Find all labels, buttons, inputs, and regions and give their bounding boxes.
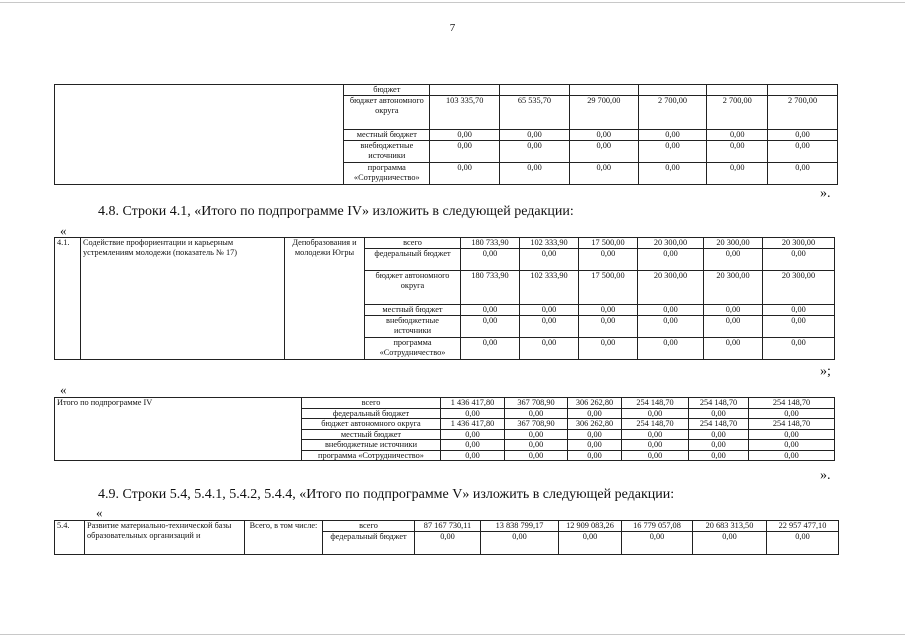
value-cell: 0,00 — [520, 305, 579, 316]
value-cell: 0,00 — [579, 316, 638, 338]
total-label: Итого по подпрограмме IV — [55, 398, 302, 461]
value-cell: 254 148,70 — [749, 419, 835, 430]
value-cell: 0,00 — [505, 440, 568, 451]
value-cell: 0,00 — [568, 408, 622, 419]
value-cell: 29 700,00 — [569, 96, 638, 130]
closing-mark: ». — [820, 186, 831, 201]
value-cell: 0,00 — [520, 316, 579, 338]
source-cell: программа «Сотрудничество» — [365, 338, 461, 360]
value-cell: 0,00 — [638, 305, 704, 316]
row-number: 5.4. — [55, 521, 85, 555]
value-cell: 0,00 — [763, 338, 835, 360]
value-cell — [768, 85, 838, 96]
value-cell: 20 300,00 — [704, 271, 763, 305]
value-cell: 0,00 — [441, 450, 505, 461]
value-cell — [500, 85, 570, 96]
value-cell: 0,00 — [559, 531, 622, 554]
value-cell: 0,00 — [768, 163, 838, 185]
value-cell: 0,00 — [707, 130, 768, 141]
value-cell: 0,00 — [568, 429, 622, 440]
value-cell: 0,00 — [569, 141, 638, 163]
value-cell: 0,00 — [569, 130, 638, 141]
executor-cell: Всего, в том числе: — [245, 521, 323, 555]
value-cell: 306 262,80 — [568, 419, 622, 430]
value-cell: 0,00 — [707, 141, 768, 163]
value-cell: 65 535,70 — [500, 96, 570, 130]
value-cell: 0,00 — [689, 450, 749, 461]
value-cell: 20 300,00 — [704, 238, 763, 249]
value-cell: 0,00 — [763, 316, 835, 338]
source-cell: бюджет автономного округа — [344, 96, 430, 130]
source-cell: федеральный бюджет — [302, 408, 441, 419]
value-cell: 367 708,90 — [505, 398, 568, 409]
value-cell: 2 700,00 — [768, 96, 838, 130]
value-cell: 306 262,80 — [568, 398, 622, 409]
opening-quote: « — [60, 223, 67, 238]
value-cell: 102 333,90 — [520, 271, 579, 305]
value-cell: 1 436 417,80 — [441, 419, 505, 430]
value-cell: 254 148,70 — [622, 398, 689, 409]
table-row-5-4 — [54, 520, 839, 555]
value-cell: 2 700,00 — [707, 96, 768, 130]
source-cell: внебюджетные источники — [302, 440, 441, 451]
value-cell: 0,00 — [763, 249, 835, 271]
value-cell: 87 167 730,11 — [415, 521, 481, 532]
value-cell: 20 300,00 — [763, 238, 835, 249]
source-cell: программа «Сотрудничество» — [302, 450, 441, 461]
value-cell: 0,00 — [441, 429, 505, 440]
value-cell: 13 838 799,17 — [481, 521, 559, 532]
value-cell: 0,00 — [704, 305, 763, 316]
source-cell: бюджет автономного округа — [302, 419, 441, 430]
value-cell: 254 148,70 — [749, 398, 835, 409]
value-cell: 17 500,00 — [579, 238, 638, 249]
value-cell: 0,00 — [461, 305, 520, 316]
source-cell: всего — [365, 238, 461, 249]
value-cell: 0,00 — [749, 440, 835, 451]
table-total-subprogram-4 — [54, 397, 835, 461]
value-cell: 0,00 — [579, 338, 638, 360]
source-cell: всего — [302, 398, 441, 409]
value-cell: 0,00 — [481, 531, 559, 554]
value-cell: 0,00 — [638, 316, 704, 338]
value-cell: 0,00 — [622, 429, 689, 440]
value-cell: 20 300,00 — [763, 271, 835, 305]
value-cell: 2 700,00 — [638, 96, 707, 130]
value-cell: 0,00 — [693, 531, 767, 554]
value-cell: 0,00 — [461, 249, 520, 271]
measure-name: Развитие материально-технической базы образовательных организаций и — [85, 521, 245, 555]
closing-mark: ». — [820, 468, 831, 483]
table-row-4-1 — [54, 237, 835, 360]
row-number: 4.1. — [55, 238, 81, 360]
value-cell: 0,00 — [579, 249, 638, 271]
value-cell: 103 335,70 — [430, 96, 500, 130]
value-cell: 0,00 — [638, 163, 707, 185]
table-budget-continuation — [54, 84, 838, 185]
value-cell: 0,00 — [505, 450, 568, 461]
merged-blank-cell — [55, 85, 344, 185]
value-cell: 0,00 — [461, 316, 520, 338]
value-cell: 0,00 — [505, 429, 568, 440]
value-cell: 0,00 — [704, 249, 763, 271]
value-cell: 0,00 — [568, 440, 622, 451]
page-number: 7 — [449, 22, 456, 34]
value-cell: 0,00 — [749, 408, 835, 419]
section-heading-4-9: 4.9. Строки 5.4, 5.4.1, 5.4.2, 5.4.4, «Итого по подпрограмме V» изложить в следующей редакции: — [98, 487, 675, 502]
source-cell: программа «Сотрудничество» — [344, 163, 430, 185]
value-cell: 0,00 — [568, 450, 622, 461]
value-cell: 0,00 — [749, 429, 835, 440]
value-cell: 0,00 — [768, 130, 838, 141]
value-cell: 0,00 — [569, 163, 638, 185]
section-heading-4-8: 4.8. Строки 4.1, «Итого по подпрограмме IV» изложить в следующей редакции: — [98, 204, 574, 219]
value-cell: 0,00 — [415, 531, 481, 554]
value-cell: 1 436 417,80 — [441, 398, 505, 409]
source-cell: всего — [323, 521, 415, 532]
value-cell: 0,00 — [638, 130, 707, 141]
value-cell: 0,00 — [689, 429, 749, 440]
value-cell: 0,00 — [441, 408, 505, 419]
value-cell: 12 909 083,26 — [559, 521, 622, 532]
value-cell: 0,00 — [500, 141, 570, 163]
value-cell: 0,00 — [505, 408, 568, 419]
value-cell: 0,00 — [579, 305, 638, 316]
value-cell: 254 148,70 — [689, 398, 749, 409]
closing-mark: »; — [820, 364, 831, 379]
value-cell: 0,00 — [689, 408, 749, 419]
value-cell: 0,00 — [763, 305, 835, 316]
value-cell: 22 957 477,10 — [767, 521, 839, 532]
value-cell: 0,00 — [622, 408, 689, 419]
source-cell: внебюджетные источники — [365, 316, 461, 338]
value-cell: 20 300,00 — [638, 271, 704, 305]
opening-quote: « — [96, 505, 103, 520]
source-cell: федеральный бюджет — [365, 249, 461, 271]
executor-cell: Депобразования и молодежи Югры — [285, 238, 365, 360]
value-cell: 0,00 — [622, 450, 689, 461]
value-cell: 0,00 — [430, 130, 500, 141]
source-cell: местный бюджет — [365, 305, 461, 316]
value-cell: 180 733,90 — [461, 271, 520, 305]
value-cell: 0,00 — [622, 531, 693, 554]
source-cell: местный бюджет — [344, 130, 430, 141]
value-cell: 0,00 — [430, 141, 500, 163]
value-cell: 0,00 — [707, 163, 768, 185]
value-cell: 0,00 — [749, 450, 835, 461]
value-cell: 0,00 — [767, 531, 839, 554]
source-cell: местный бюджет — [302, 429, 441, 440]
value-cell: 0,00 — [689, 440, 749, 451]
source-cell: бюджет автономного округа — [365, 271, 461, 305]
value-cell: 180 733,90 — [461, 238, 520, 249]
value-cell — [569, 85, 638, 96]
measure-name: Содействие профориентации и карьерным устремлениям молодежи (показатель № 17) — [81, 238, 285, 360]
opening-quote: « — [60, 382, 67, 397]
value-cell — [707, 85, 768, 96]
value-cell: 0,00 — [622, 440, 689, 451]
source-cell: бюджет — [344, 85, 430, 96]
value-cell: 0,00 — [461, 338, 520, 360]
value-cell: 254 148,70 — [689, 419, 749, 430]
value-cell: 0,00 — [500, 130, 570, 141]
value-cell: 17 500,00 — [579, 271, 638, 305]
value-cell: 0,00 — [638, 249, 704, 271]
value-cell — [430, 85, 500, 96]
value-cell: 0,00 — [430, 163, 500, 185]
value-cell: 0,00 — [520, 249, 579, 271]
value-cell: 0,00 — [704, 338, 763, 360]
value-cell — [638, 85, 707, 96]
value-cell: 0,00 — [638, 141, 707, 163]
value-cell: 102 333,90 — [520, 238, 579, 249]
value-cell: 0,00 — [704, 316, 763, 338]
value-cell: 0,00 — [441, 440, 505, 451]
value-cell: 0,00 — [520, 338, 579, 360]
value-cell: 254 148,70 — [622, 419, 689, 430]
value-cell: 20 683 313,50 — [693, 521, 767, 532]
source-cell: внебюджетные источники — [344, 141, 430, 163]
value-cell: 20 300,00 — [638, 238, 704, 249]
value-cell: 0,00 — [638, 338, 704, 360]
source-cell: федеральный бюджет — [323, 531, 415, 554]
value-cell: 0,00 — [768, 141, 838, 163]
value-cell: 367 708,90 — [505, 419, 568, 430]
value-cell: 0,00 — [500, 163, 570, 185]
value-cell: 16 779 057,08 — [622, 521, 693, 532]
